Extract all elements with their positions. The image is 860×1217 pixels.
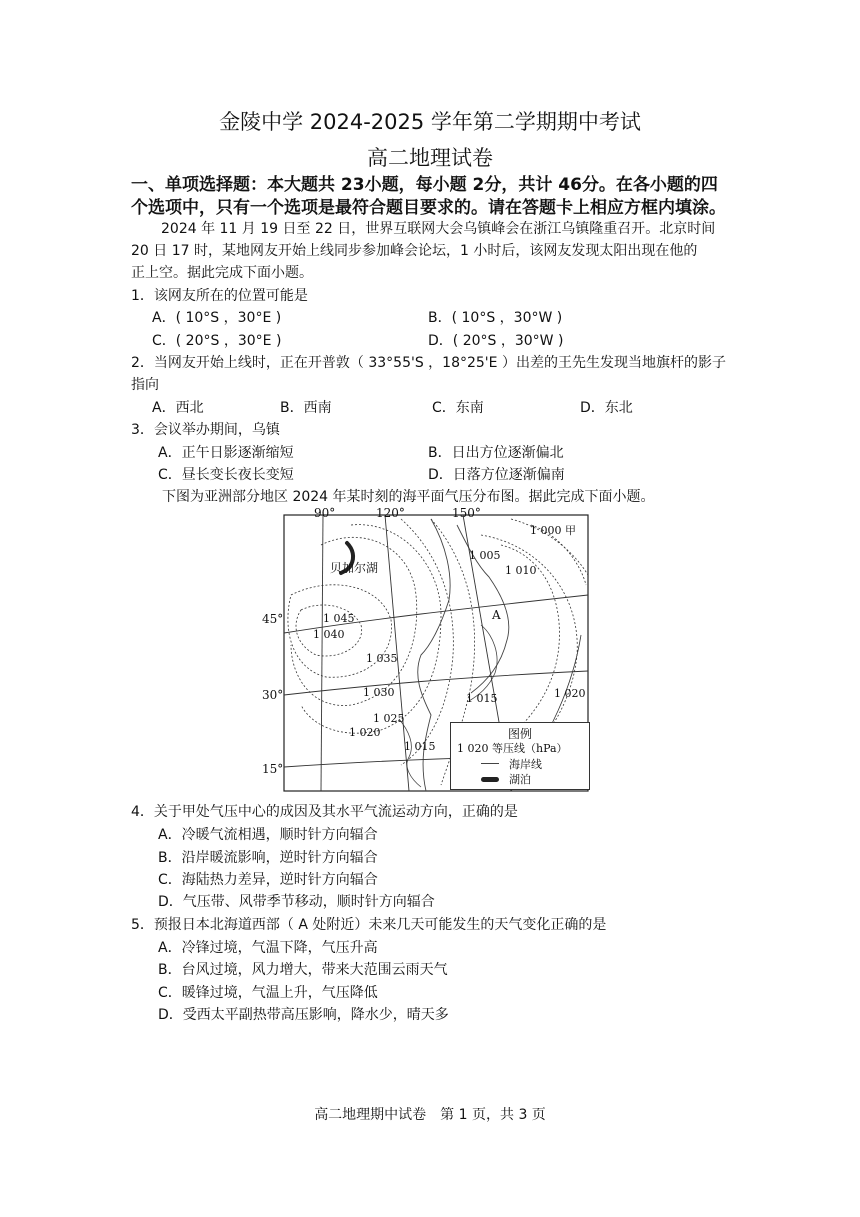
section-heading-line2: 个选项中，只有一个选项是最符合题目要求的。请在答题卡上相应方框内填涂。 [131,198,726,218]
lon-label-120: 120° [376,506,405,520]
q3-option-b: B．日出方位逐渐偏北 [428,445,564,461]
passage1-line1: 2024 年 11 月 19 日至 22 日，世界互联网大会乌镇峰会在浙江乌镇隆重召开。北京时间 [161,221,716,237]
isobar-label: 1 015 [466,692,498,705]
isobar-label: 1 015 [404,740,436,753]
exam-title: 金陵中学 2024-2025 学年第二学期期中考试 [219,110,641,134]
isobar-label: 1 005 [469,549,501,562]
lon-label-150: 150° [452,506,481,520]
q4-stem: 4．关于甲处气压中心的成因及其水平气流运动方向，正确的是 [131,804,518,820]
passage2: 下图为亚洲部分地区 2024 年某时刻的海平面气压分布图。据此完成下面小题。 [162,489,655,505]
q3-option-d: D．日落方位逐渐偏南 [428,467,565,483]
map-legend [450,722,590,790]
passage1-line2: 20 日 17 时，某地网友开始上线同步参加峰会论坛，1 小时后，该网友发现太阳出现在他的 [131,243,698,259]
q2-option-c: C．东南 [432,400,484,416]
lat-label-45: 45° [262,612,284,626]
q5-stem: 5．预报日本北海道西部（ A 处附近）未来几天可能发生的天气变化正确的是 [131,917,607,933]
lon-label-90: 90° [314,506,336,520]
q1-option-b: B．( 10°S ，30°W ) [428,310,563,326]
q5-option-b: B．台风过境，风力增大，带来大范围云雨天气 [158,962,448,978]
q3-stem: 3．会议举办期间，乌镇 [131,422,280,438]
q4-option-c: C．海陆热力差异，逆时针方向辐合 [158,872,378,888]
q4-option-b: B．沿岸暖流影响，逆时针方向辐合 [158,850,378,866]
isobar-label: 1 040 [313,628,345,641]
passage1-line3: 正上空。据此完成下面小题。 [131,265,313,281]
isobar-label: 1 030 [363,686,395,699]
coastline-symbol-icon [481,763,499,764]
page-footer: 高二地理期中试卷 第 1 页，共 3 页 [314,1107,546,1123]
q2-stem-line2: 指向 [131,377,159,393]
legend-isobar: 1 020 等压线（hPa） [457,742,568,755]
q4-option-d: D．气压带、风带季节移动，顺时针方向辐合 [158,894,435,910]
legend-title: 图例 [507,727,532,741]
q5-option-d: D．受西太平副热带高压影响，降水少，晴天多 [158,1007,449,1023]
isobar-label: 1 020 [349,726,381,739]
isobar-label: 1 025 [373,712,405,725]
q2-option-a: A．西北 [152,400,204,416]
q1-option-d: D．( 20°S ，30°W ) [428,333,564,349]
legend-coast: 海岸线 [509,758,542,771]
q5-option-c: C．暖锋过境，气温上升，气压降低 [158,985,378,1001]
lat-label-30: 30° [262,688,284,702]
legend-lake: 湖泊 [509,773,531,786]
q2-stem-line1: 2．当网友开始上线时，正在开普敦（ 33°55'S ，18°25'E ）出差的王先生发现当地旗杆的影子 [131,355,726,371]
q1-stem: 1．该网友所在的位置可能是 [131,288,308,304]
q3-option-a: A．正午日影逐渐缩短 [158,445,294,461]
point-a-label: A [492,608,501,622]
q2-option-b: B．西南 [280,400,332,416]
section-heading-line1: 一、单项选择题：本大题共 23小题，每小题 2分，共计 46分。在各小题的四 [131,175,718,195]
lake-label: 贝加尔湖 [330,561,379,575]
lake-symbol-icon [481,777,499,782]
lat-label-15: 15° [262,762,284,776]
isobar-label: 1 010 [505,564,537,577]
q2-option-d: D．东北 [580,400,633,416]
q1-option-a: A．( 10°S ，30°E ) [152,310,282,326]
exam-subtitle: 高二地理试卷 [367,146,493,170]
q4-option-a: A．冷暖气流相遇，顺时针方向辐合 [158,827,378,843]
q3-option-c: C．昼长变长夜长变短 [158,467,294,483]
pressure-center-label: 1 000 甲 [530,524,576,537]
isobar-label: 1 020 [554,687,586,700]
q1-option-c: C．( 20°S ，30°E ) [152,333,282,349]
q5-option-a: A．冷锋过境，气温下降，气压升高 [158,940,378,956]
isobar-label: 1 045 [323,612,355,625]
isobar-label: 1 035 [366,652,398,665]
